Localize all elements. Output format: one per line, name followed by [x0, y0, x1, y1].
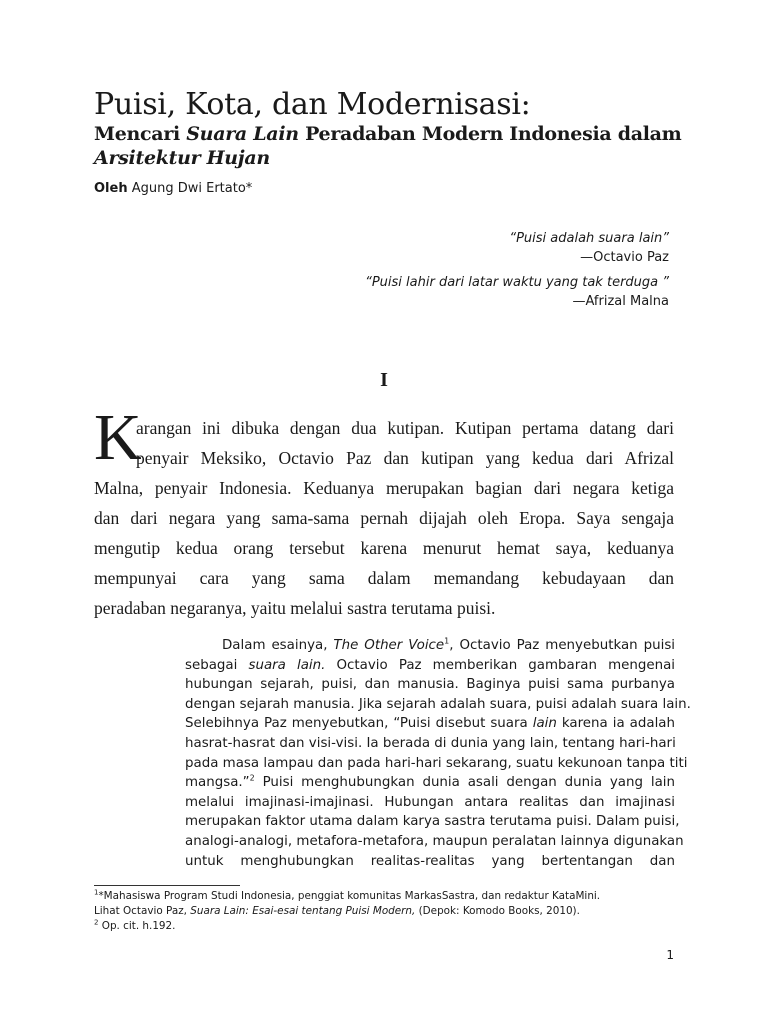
quote-line — [185, 656, 675, 676]
body-line: mengutip kedua orang tersebut karena menurut hemat saya, keduanya — [94, 538, 674, 558]
quote-line — [185, 714, 675, 734]
footnote-text: Op. cit. h.192. — [98, 920, 176, 932]
term-emphasis: lain — [532, 716, 557, 732]
footnote-ref[interactable]: 2 — [249, 773, 255, 783]
footnote-divider — [94, 885, 240, 886]
text-run: karena ia adalah — [556, 716, 675, 732]
epigraph-1-source: —Octavio Paz — [580, 250, 669, 265]
author-line — [94, 180, 252, 198]
footnote-marker: 1 — [94, 888, 99, 897]
quote-line: hubungan sejarah, puisi, dan manusia. Baginya puisi sama purbanya — [185, 677, 675, 693]
text-run: mangsa.” — [185, 775, 250, 791]
footnote-1 — [94, 889, 694, 904]
text-run: Dalam esainya, — [222, 638, 334, 653]
article-title: Puisi, Kota, dan Modernisasi: — [94, 87, 531, 122]
drop-cap: K — [94, 401, 142, 474]
subtitle-emphasis: Suara Lain — [186, 123, 299, 145]
footnotes — [94, 889, 694, 934]
quote-line: pada masa lampau dan pada hari-hari sekarang, suatu kekunoan tanpa titi — [185, 755, 688, 771]
body-paragraph — [94, 413, 674, 623]
footnote-marker: 2 — [94, 918, 99, 927]
quote-line: merupakan faktor utama dalam karya sastra terutama puisi. Dalam puisi, — [185, 814, 680, 830]
author-label: Oleh — [94, 181, 128, 196]
footnote-ref[interactable]: 1 — [444, 636, 450, 646]
body-line: arangan ini dibuka dengan dua kutipan. Kutipan pertama datang dari — [136, 418, 674, 438]
page-number: 1 — [666, 948, 674, 962]
body-line: penyair Meksiko, Octavio Paz dan kutipan yang kedua dari Afrizal — [136, 448, 674, 468]
body-line: Malna, penyair Indonesia. Keduanya merupakan bagian dari negara ketiga — [94, 478, 674, 498]
footnote-2 — [94, 919, 694, 934]
quote-line: dengan sejarah manusia. Jika sejarah adalah suara, puisi adalah suara lain. — [185, 696, 691, 712]
article-subtitle — [94, 122, 694, 170]
body-line: dan dari negara yang sama-sama pernah dijajah oleh Eropa. Saya sengaja — [94, 508, 674, 528]
text-run: Octavio Paz memberikan gambaran mengenai — [325, 657, 676, 673]
section-heading: I — [380, 369, 388, 391]
quote-line: analogi-analogi, metafora-metafora, maupun peralatan lainnya digunakan — [185, 833, 684, 849]
quote-line — [185, 636, 675, 656]
book-title-emphasis: Suara Lain: Esai-esai tentang Puisi Modern, — [190, 905, 416, 917]
subtitle-line2: Arsitektur Hujan — [94, 147, 270, 169]
body-line: mempunyai cara yang sama dalam memandang kebudayaan dan — [94, 568, 674, 588]
footnote-1-cont — [94, 904, 694, 919]
book-title-emphasis: The Other Voice — [333, 638, 445, 653]
indented-paragraph — [185, 636, 691, 871]
author-name: Agung Dwi Ertato* — [127, 181, 253, 196]
text-run: Selebihnya Paz menyebutkan, “Puisi disebut suara — [185, 716, 533, 732]
footnote-text: Lihat Octavio Paz, — [94, 905, 191, 917]
epigraph-2-source: —Afrizal Malna — [572, 294, 669, 309]
footnote-text: *Mahasiswa Program Studi Indonesia, penggiat komunitas MarkasSastra, dan redaktur KataMini. — [98, 890, 601, 902]
epigraph-1 — [249, 229, 669, 267]
subtitle-text-post: Peradaban Modern Indonesia dalam — [298, 123, 682, 145]
quote-line: untuk menghubungkan realitas-realitas yang bertentangan dan — [185, 853, 675, 869]
epigraph-2 — [249, 273, 669, 311]
quote-line: hasrat-hasrat dan visi-visi. Ia berada di dunia yang lain, tentang hari-hari — [185, 735, 676, 751]
text-run: , Octavio Paz menyebutkan puisi — [449, 638, 676, 653]
term-emphasis: suara lain. — [248, 657, 326, 673]
text-run: Puisi menghubungkan dunia asali dengan dunia yang lain — [254, 775, 675, 791]
text-run: sebagai — [185, 657, 249, 673]
footnote-text: (Depok: Komodo Books, 2010). — [415, 905, 580, 917]
subtitle-text-pre: Mencari — [94, 123, 187, 145]
quote-line — [185, 773, 675, 793]
body-line: peradaban negaranya, yaitu melalui sastra terutama puisi. — [94, 598, 496, 618]
quote-line: melalui imajinasi-imajinasi. Hubungan antara realitas dan imajinasi — [185, 794, 675, 810]
epigraph-1-quote: “Puisi adalah suara lain” — [509, 231, 669, 246]
epigraph-2-quote: “Puisi lahir dari latar waktu yang tak terduga ” — [365, 275, 669, 290]
